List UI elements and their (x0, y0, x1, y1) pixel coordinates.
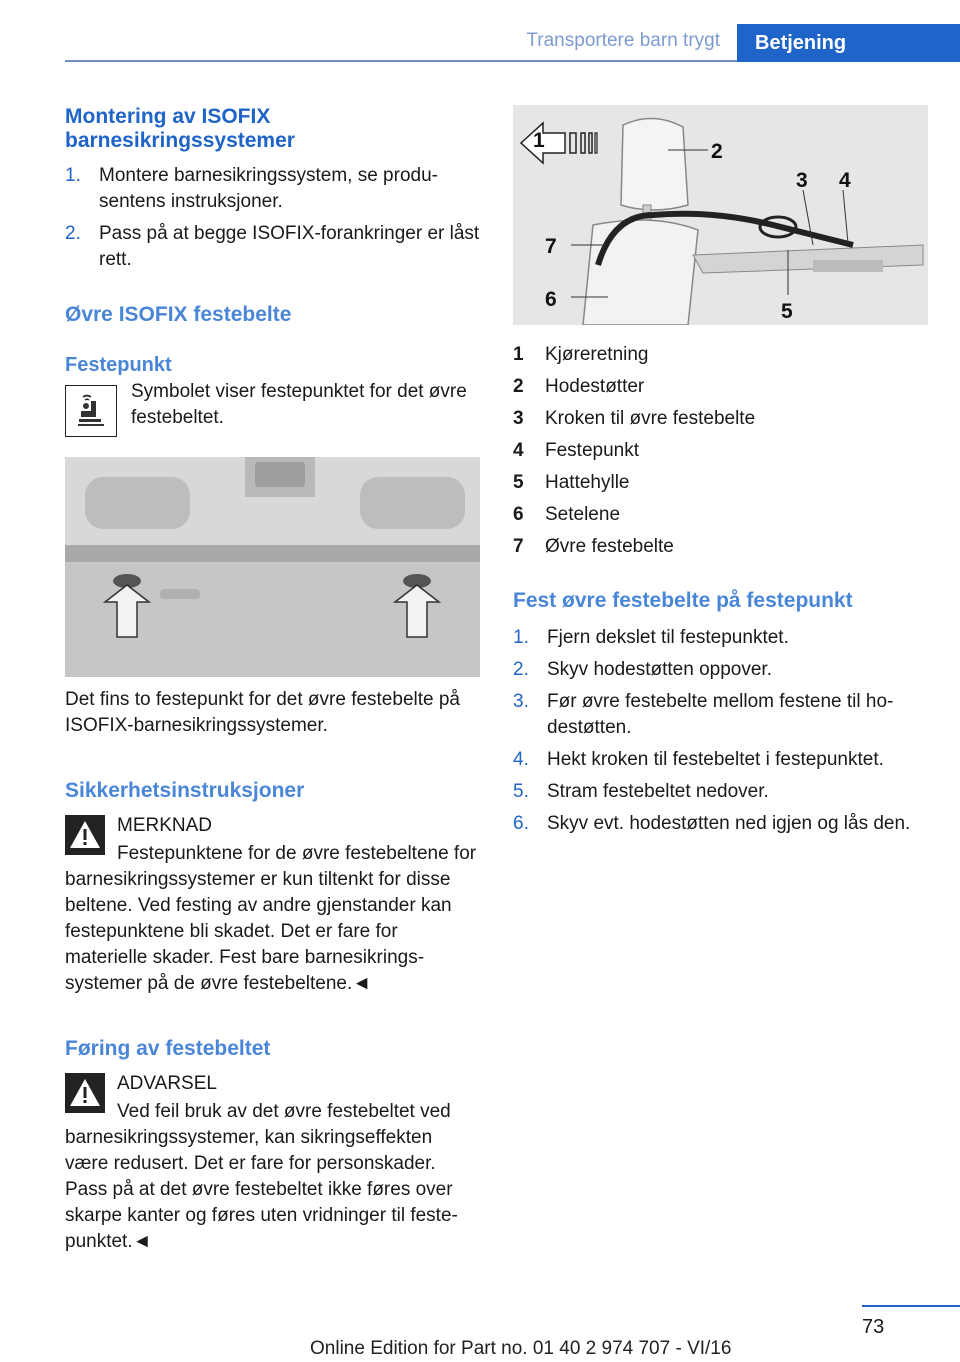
list-item (513, 811, 933, 837)
step-text: Fjern dekslet til festepunktet. (547, 627, 789, 648)
legend-row (513, 499, 933, 531)
heading-safety: Sikkerhetsinstruksjoner (65, 779, 305, 802)
symbol-description: Symbolet viser festepunktet for det øvre festebeltet. (131, 381, 467, 428)
warning-text: Ved feil bruk av det øvre festebeltet ved barnesikringssystemer, kan sikringseffekten være redusert. Det er fare for personskader. Pass på at det øvre festebeltet ikke føres over skarpe kanter og føres uten vridninger til festepunktet.◄ (65, 1101, 458, 1252)
diagram-callout-5: 5 (781, 300, 793, 323)
diagram-callout-1: 1 (533, 129, 545, 152)
step-number: 3. (513, 691, 529, 712)
notice-label: MERKNAD (117, 815, 213, 836)
legend-number: 2 (513, 376, 524, 397)
legend-row (513, 371, 933, 403)
step-number: 4. (513, 749, 529, 770)
left-column (65, 105, 480, 1255)
diagram-callout-7: 7 (545, 235, 557, 258)
legend-number: 5 (513, 472, 524, 493)
diagram-callout-3: 3 (796, 169, 808, 192)
legend-row (513, 339, 933, 371)
legend-row (513, 435, 933, 467)
rear-seat-photo (65, 457, 480, 677)
chapter-tab: Betjening (737, 24, 960, 62)
legend-label: Festepunkt (545, 440, 639, 461)
legend-label: Hodestøtter (545, 376, 645, 397)
step-text: Før øvre festebelte mellom festene til hodestøtten. (547, 691, 894, 738)
step-text: Montere barnesikringssystem, se produsentens instruksjoner. (99, 165, 438, 212)
step-number: 2. (513, 659, 529, 680)
diagram-callout-6: 6 (545, 288, 557, 311)
step-number: 1. (65, 165, 81, 186)
heading-upper-tether: Øvre ISOFIX festebelte (65, 303, 292, 326)
page-number: 73 (862, 1316, 885, 1338)
list-item (513, 657, 933, 683)
step-number: 1. (513, 627, 529, 648)
symbol-block (65, 381, 480, 437)
warning-triangle-icon (65, 815, 105, 855)
mounting-steps (65, 163, 480, 273)
warning-triangle-icon (65, 1073, 105, 1113)
diagram-callout-4: 4 (839, 169, 851, 192)
legend-label: Øvre festebelte (545, 536, 674, 557)
warning-label: ADVARSEL (117, 1073, 217, 1094)
list-item (513, 747, 933, 773)
list-item (65, 221, 480, 273)
fasten-steps (513, 625, 933, 837)
legend-row (513, 467, 933, 499)
step-text: Pass på at begge ISOFIX-forankringer er låst rett. (99, 223, 480, 270)
step-text: Stram festebeltet nedover. (547, 781, 769, 802)
legend-label: Kroken til øvre festebelte (545, 408, 756, 429)
legend-number: 3 (513, 408, 524, 429)
legend-label: Setelene (545, 504, 621, 525)
heading-fasten: Fest øvre festebelte på festepunkt (513, 589, 853, 612)
legend-row (513, 531, 933, 563)
legend-number: 7 (513, 536, 524, 557)
edition-note: Online Edition for Part no. 01 40 2 974 707 - VI/16 (310, 1338, 732, 1359)
section-title: Transportere barn trygt (526, 30, 720, 51)
legend-number: 1 (513, 344, 524, 365)
notice-text: Festepunktene for de øvre festebeltene for barnesikringssystemer er kun tiltenkt for disse beltene. Ved festing av andre gjenstander kan festepunktene bli skadet. Det er fare for materielle skader. Fest bare barnesikringssystemer på de øvre festebeltene.◄ (65, 843, 477, 994)
header-rule (65, 60, 737, 62)
right-column (513, 105, 933, 843)
legend-label: Hattehylle (545, 472, 630, 493)
legend-label: Kjøreretning (545, 344, 649, 365)
step-text: Skyv evt. hodestøtten ned igjen og lås den. (547, 813, 911, 834)
list-item (513, 689, 933, 741)
step-number: 6. (513, 813, 529, 834)
tether-diagram (513, 105, 928, 325)
heading-isofix-mounting: Montering av ISOFIX barnesikringssystemer (65, 105, 295, 152)
diagram-callout-2: 2 (711, 140, 723, 163)
step-text: Hekt kroken til festebeltet i festepunktet. (547, 749, 884, 770)
list-item (513, 779, 933, 805)
legend-row (513, 403, 933, 435)
heading-routing: Føring av festebeltet (65, 1037, 271, 1060)
step-number: 2. (65, 223, 81, 244)
step-text: Skyv hodestøtten oppover. (547, 659, 772, 680)
legend-number: 4 (513, 440, 524, 461)
isofix-anchor-symbol-icon (65, 385, 117, 437)
photo-caption: Det fins to festepunkt for det øvre festebelte på ISOFIX-barnesikringssystemer. (65, 689, 460, 736)
legend-number: 6 (513, 504, 524, 525)
list-item (65, 163, 480, 215)
step-number: 5. (513, 781, 529, 802)
diagram-legend (513, 339, 933, 563)
list-item (513, 625, 933, 651)
footer-rule (862, 1305, 960, 1307)
heading-anchor-point: Festepunkt (65, 354, 172, 376)
